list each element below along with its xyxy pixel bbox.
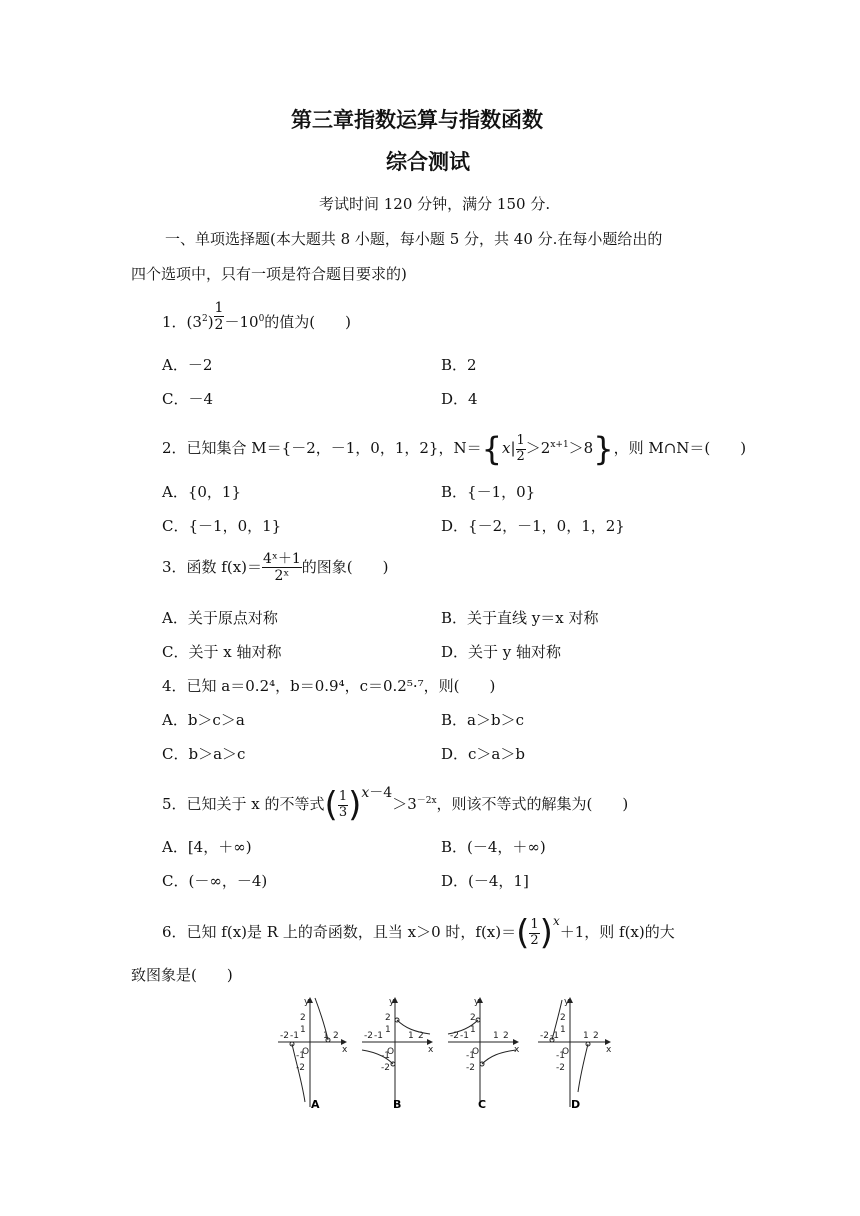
q1-option-b: B．2 [441,356,477,374]
graph-b [362,998,432,1107]
q2-option-d: D．{－2，－1，0，1，2} [441,517,625,535]
svg-text:-2: -2 [296,1063,305,1073]
q2-option-b: B．{－1，0} [441,483,536,501]
svg-text:-1: -1 [381,1051,390,1061]
svg-text:-2: -2 [556,1063,565,1073]
svg-text:-1: -1 [550,1031,559,1041]
graph-a [278,998,346,1107]
svg-text:x: x [514,1045,520,1055]
svg-text:1: 1 [385,1025,391,1035]
svg-text:-2: -2 [450,1031,459,1041]
svg-text:2: 2 [418,1031,424,1041]
svg-text:2: 2 [470,1013,476,1023]
question-6-stem: 6．已知 f(x)是 R 上的奇函数，且当 x＞0 时，f(x)＝( $\frac{1}{2}$ )$^x$＋1，则 f(x)的大 [162,913,675,953]
svg-text:-2: -2 [540,1031,549,1041]
graph-label-b: B [393,1098,402,1111]
question-4-stem: 4．已知 a＝0.2⁴，b＝0.9⁴，c＝0.2⁵·⁷，则( ) [162,677,496,695]
page-title: 第三章指数运算与指数函数 [291,108,543,132]
svg-text:2: 2 [593,1031,599,1041]
svg-text:1: 1 [470,1025,476,1035]
svg-text:2: 2 [503,1031,509,1041]
svg-text:1: 1 [300,1025,306,1035]
q4-option-b: B．a＞b＞c [441,711,524,729]
svg-text:1: 1 [408,1031,414,1041]
q5-option-a: A．[4，＋∞) [162,838,252,856]
svg-text:O: O [562,1047,570,1057]
svg-text:-2: -2 [466,1063,475,1073]
svg-text:-1: -1 [296,1051,305,1061]
svg-text:x: x [606,1045,612,1055]
svg-text:1: 1 [323,1031,329,1041]
svg-text:2: 2 [560,1013,566,1023]
svg-text:1: 1 [560,1025,566,1035]
svg-text:-1: -1 [460,1031,469,1041]
q2-option-a: A．{0，1} [162,483,242,501]
q1-option-a: A．－2 [162,356,213,374]
question-5-stem: 5．已知关于 x 的不等式( $\frac{1}{3}$ )$^{x-4}>3^{-2x}$，则该不等式的解集为( ) [162,785,629,825]
q1-option-d: D．4 [441,390,478,408]
question-3-stem: 3．函数 f(x)＝ $\frac{\text{4ˣ＋1}}{\text{2ˣ}}$ 的图象( ) [162,551,389,585]
graph-label-d: D [571,1098,581,1111]
q2-option-c: C．{－1，0，1} [162,517,282,535]
svg-text:-1: -1 [466,1051,475,1061]
q3-option-b: B．关于直线 y＝x 对称 [441,609,599,627]
page-subtitle: 综合测试 [386,150,470,174]
svg-text:x: x [428,1045,434,1055]
q5-option-b: B．(－4，＋∞) [441,838,546,856]
svg-text:1: 1 [583,1031,589,1041]
question-2-stem: 2．已知集合 M＝{－2，－1，0，1，2}，N＝{x| $\frac{1}{2}$ $>2^{x+1}>8$}，则 M∩N＝( ) [162,430,747,468]
question-6-line2: 致图象是( ) [131,966,233,984]
svg-text:x: x [342,1045,348,1055]
q4-option-c: C．b＞a＞c [162,745,246,763]
graph-label-a: A [311,1098,320,1111]
q5-option-d: D．(－4，1] [441,872,529,890]
svg-text:-1: -1 [374,1031,383,1041]
svg-text:y: y [474,997,480,1007]
q6-graph-options [0,992,860,1122]
graph-d [538,998,610,1107]
q3-option-c: C．关于 x 轴对称 [162,643,282,661]
question-1-stem: 1．$(3^2)$ $\frac{1}{2}$ $-10^0$的值为( ) [162,300,352,334]
q5-option-c: C．(－∞，－4) [162,872,268,890]
svg-text:O: O [387,1047,395,1057]
graph-label-c: C [478,1098,487,1111]
svg-text:1: 1 [493,1031,499,1041]
svg-text:-2: -2 [364,1031,373,1041]
svg-text:y: y [304,997,310,1007]
svg-text:O: O [302,1047,310,1057]
svg-text:y: y [389,997,395,1007]
svg-text:2: 2 [333,1031,339,1041]
svg-text:2: 2 [385,1013,391,1023]
svg-text:O: O [472,1047,480,1057]
q3-option-a: A．关于原点对称 [162,609,278,627]
q1-option-c: C．－4 [162,390,214,408]
q4-option-d: D．c＞a＞b [441,745,525,763]
svg-text:-2: -2 [381,1063,390,1073]
exam-info: 考试时间 120 分钟，满分 150 分. [319,195,551,213]
svg-text:-1: -1 [556,1051,565,1061]
q3-option-d: D．关于 y 轴对称 [441,643,562,661]
svg-text:-1: -1 [290,1031,299,1041]
section-heading-line2: 四个选项中，只有一项是符合题目要求的) [131,265,407,283]
svg-text:y: y [564,997,570,1007]
section-heading-line1: 一、单项选择题(本大题共 8 小题，每小题 5 分，共 40 分.在每小题给出的 [165,230,663,248]
svg-text:-2: -2 [280,1031,289,1041]
q4-option-a: A．b＞c＞a [162,711,245,729]
graph-c [448,998,518,1107]
svg-text:2: 2 [300,1013,306,1023]
